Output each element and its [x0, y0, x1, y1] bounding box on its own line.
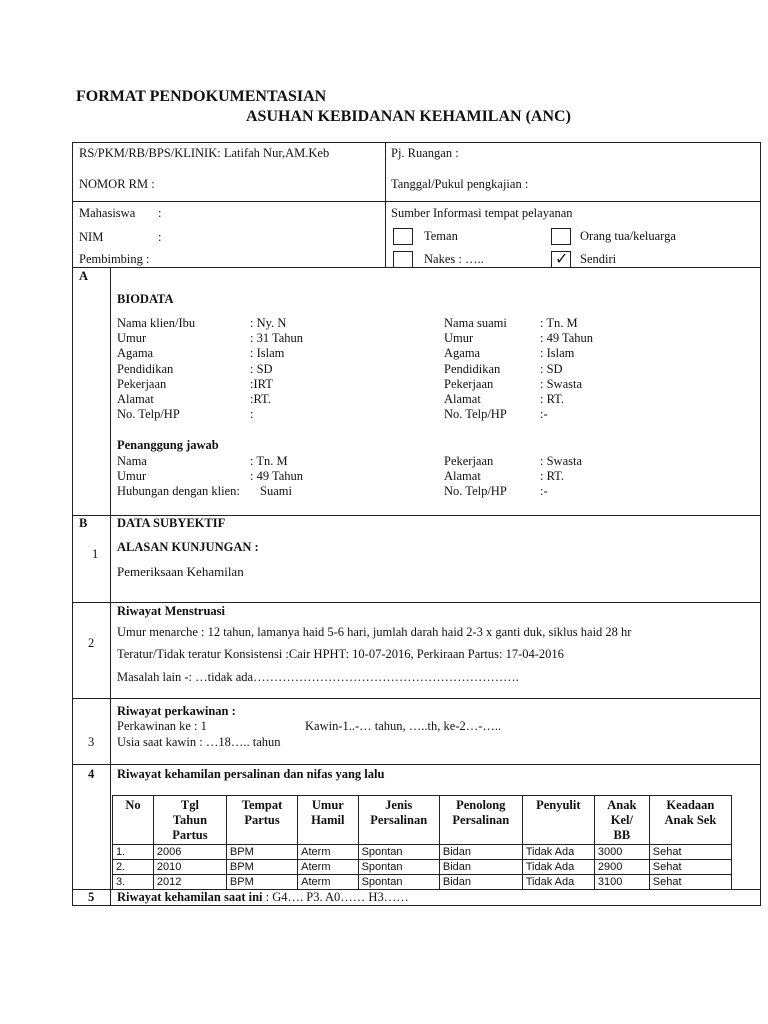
- sumber-info-label: Sumber Informasi tempat pelayanan: [391, 206, 573, 220]
- table-cell: 3.: [113, 875, 154, 890]
- table-header-cell: Penyulit: [522, 796, 594, 845]
- table-cell: Spontan: [358, 875, 439, 890]
- mahasiswa-label: Mahasiswa: [79, 206, 136, 220]
- table-cell: 2010: [153, 860, 226, 875]
- husband-field-value: : Tn. M: [540, 316, 578, 330]
- biodata-heading: BIODATA: [117, 292, 174, 306]
- table-row: [113, 875, 732, 890]
- client-field-value: :IRT: [250, 376, 273, 391]
- title-line2: ASUHAN KEBIDANAN KEHAMILAN (ANC): [246, 108, 571, 125]
- client-field-label: No. Telp/HP: [117, 407, 180, 422]
- teman-checkbox[interactable]: [393, 228, 413, 245]
- table-cell: 3100: [594, 875, 649, 890]
- table-header-cell: Jenis Persalinan: [358, 796, 439, 845]
- table-cell: 2.: [113, 860, 154, 875]
- riwayat-kehamilan-table: [112, 795, 732, 890]
- row-number-2: 2: [88, 636, 95, 650]
- table-cell: Spontan: [358, 845, 439, 860]
- client-field-label: Alamat: [117, 392, 154, 406]
- table-header-cell: No: [113, 796, 154, 845]
- row-number-5: 5: [88, 890, 95, 904]
- pj-field-label: Alamat: [444, 469, 481, 484]
- table-cell: Tidak Ada: [522, 860, 594, 875]
- table-cell: Aterm: [298, 860, 358, 875]
- husband-field-label: Agama: [444, 346, 481, 361]
- nomor-rm-label: NOMOR RM :: [79, 177, 155, 191]
- table-cell: 2006: [153, 845, 226, 860]
- table-header-cell: Tempat Partus: [226, 796, 297, 845]
- table-cell: Bidan: [439, 860, 522, 875]
- table-cell: 1.: [113, 845, 154, 860]
- orangtua-checkbox[interactable]: [551, 228, 571, 245]
- table-cell: Aterm: [298, 875, 358, 890]
- riwayat-heading: Riwayat kehamilan persalinan dan nifas yang lalu: [117, 767, 385, 781]
- row-number-3: 3: [88, 735, 95, 749]
- client-field-label: Umur: [117, 331, 147, 346]
- client-field-value: : 31 Tahun: [250, 331, 304, 346]
- menstruasi-line1: Umur menarche : 12 tahun, lamanya haid 5-6 hari, jumlah darah haid 2-3 x ganti duk, siklus haid 28 hr: [117, 625, 632, 639]
- data-subyektif-heading: DATA SUBYEKTIF: [117, 516, 226, 530]
- client-field-label: Pendidikan: [117, 361, 174, 376]
- menstruasi-line3: Masalah lain -: …tidak ada……………………………………………………….: [117, 670, 519, 684]
- title-line1: FORMAT PENDOKUMENTASIAN: [76, 88, 327, 105]
- table-row: [113, 845, 732, 860]
- pembimbing-label: Pembimbing :: [79, 252, 150, 266]
- husband-field-value: : Swasta: [540, 376, 583, 391]
- client-field-label: Pekerjaan: [117, 376, 167, 391]
- mahasiswa-colon: :: [158, 206, 162, 220]
- pj-field-value: Suami: [260, 484, 292, 499]
- pj-field-label: Nama: [117, 454, 147, 468]
- pj-field-value: : RT.: [540, 469, 565, 484]
- table-cell: Sehat: [649, 875, 731, 890]
- table-header-cell: Anak Kel/ BB: [594, 796, 649, 845]
- nim-label: NIM: [79, 230, 104, 244]
- client-field-value: : Islam: [250, 346, 285, 361]
- husband-field-label: Umur: [444, 331, 474, 346]
- kawin-detail: Kawin-1..-… tahun, …..th, ke-2…-…..: [305, 719, 502, 733]
- alasan-heading: ALASAN KUNJUNGAN :: [117, 540, 259, 554]
- menstruasi-heading: Riwayat Menstruasi: [117, 604, 225, 618]
- table-header-cell: Umur Hamil: [298, 796, 358, 845]
- pj-field-value: : Tn. M: [250, 454, 288, 468]
- husband-field-label: Nama suami: [444, 316, 507, 330]
- table-row: [113, 860, 732, 875]
- teman-label: Teman: [424, 229, 458, 243]
- checkmark-icon: ✓: [555, 251, 569, 268]
- kehamilan-ini-label: Riwayat kehamilan saat ini: [117, 890, 263, 904]
- rs-label: RS/PKM/RB/BPS/KLINIK: Latifah Nur,AM.Keb: [79, 146, 330, 160]
- perkawinan-ke: Perkawinan ke : 1: [117, 719, 207, 733]
- tanggal-label: Tanggal/Pukul pengkajian :: [391, 177, 529, 191]
- row-number-1: 1: [92, 547, 99, 561]
- client-field-value: : SD: [250, 361, 273, 376]
- penanggung-jawab-heading: Penanggung jawab: [117, 438, 219, 452]
- table-cell: Bidan: [439, 845, 522, 860]
- table-cell: Sehat: [649, 845, 731, 860]
- perkawinan-heading: Riwayat perkawinan :: [117, 704, 236, 718]
- nakes-checkbox[interactable]: [393, 251, 413, 268]
- husband-field-value: : 49 Tahun: [540, 331, 594, 346]
- section-a-letter: A: [79, 269, 89, 283]
- table-cell: BPM: [226, 875, 297, 890]
- client-field-label: Nama klien/Ibu: [117, 316, 196, 330]
- client-field-label: Agama: [117, 346, 154, 361]
- table-cell: BPM: [226, 860, 297, 875]
- row-number-4: 4: [88, 767, 95, 781]
- table-cell: Aterm: [298, 845, 358, 860]
- client-field-value: : Ny. N: [250, 316, 287, 330]
- table-cell: Spontan: [358, 860, 439, 875]
- table-cell: 2012: [153, 875, 226, 890]
- pj-field-label: Umur: [117, 469, 147, 484]
- alasan-value: Pemeriksaan Kehamilan: [117, 564, 244, 579]
- section-b-letter: B: [79, 516, 88, 530]
- table-header-cell: Keadaan Anak Sek: [649, 796, 731, 845]
- table-cell: 3000: [594, 845, 649, 860]
- kehamilan-ini-row: [117, 890, 409, 905]
- husband-field-value: : RT.: [540, 392, 565, 406]
- pj-field-label: No. Telp/HP: [444, 484, 507, 499]
- husband-field-value: :-: [540, 407, 548, 422]
- husband-field-label: Alamat: [444, 392, 481, 406]
- table-cell: 2900: [594, 860, 649, 875]
- husband-field-value: : SD: [540, 361, 563, 376]
- usia-kawin: Usia saat kawin : …18….. tahun: [117, 735, 281, 749]
- sendiri-label: Sendiri: [580, 252, 617, 266]
- pj-field-label: Hubungan dengan klien:: [117, 484, 240, 499]
- pj-field-value: : Swasta: [540, 454, 583, 468]
- orangtua-label: Orang tua/keluarga: [580, 229, 676, 243]
- client-field-value: :RT.: [250, 392, 271, 406]
- table-header-cell: Tgl Tahun Partus: [153, 796, 226, 845]
- sendiri-checkbox[interactable]: [551, 251, 571, 268]
- pj-field-label: Pekerjaan: [444, 454, 494, 468]
- menstruasi-line2: Teratur/Tidak teratur Konsistensi :Cair HPHT: 10-07-2016, Perkiraan Partus: 17-04-2016: [117, 647, 564, 661]
- table-cell: Tidak Ada: [522, 875, 594, 890]
- pj-ruangan-label: Pj. Ruangan :: [391, 146, 459, 160]
- husband-field-label: No. Telp/HP: [444, 407, 507, 422]
- table-cell: Bidan: [439, 875, 522, 890]
- husband-field-value: : Islam: [540, 346, 575, 361]
- table-cell: BPM: [226, 845, 297, 860]
- pj-field-value: :-: [540, 484, 548, 499]
- nim-colon: :: [158, 230, 162, 244]
- husband-field-label: Pekerjaan: [444, 376, 494, 391]
- husband-field-label: Pendidikan: [444, 361, 501, 376]
- nakes-label: Nakes : …..: [424, 252, 484, 266]
- table-header-cell: Penolong Persalinan: [439, 796, 522, 845]
- pj-field-value: : 49 Tahun: [250, 469, 304, 484]
- table-cell: Tidak Ada: [522, 845, 594, 860]
- kehamilan-ini-value: : G4…. P3. A0…… H3……: [265, 890, 409, 904]
- client-field-value: :: [250, 407, 254, 422]
- table-cell: Sehat: [649, 860, 731, 875]
